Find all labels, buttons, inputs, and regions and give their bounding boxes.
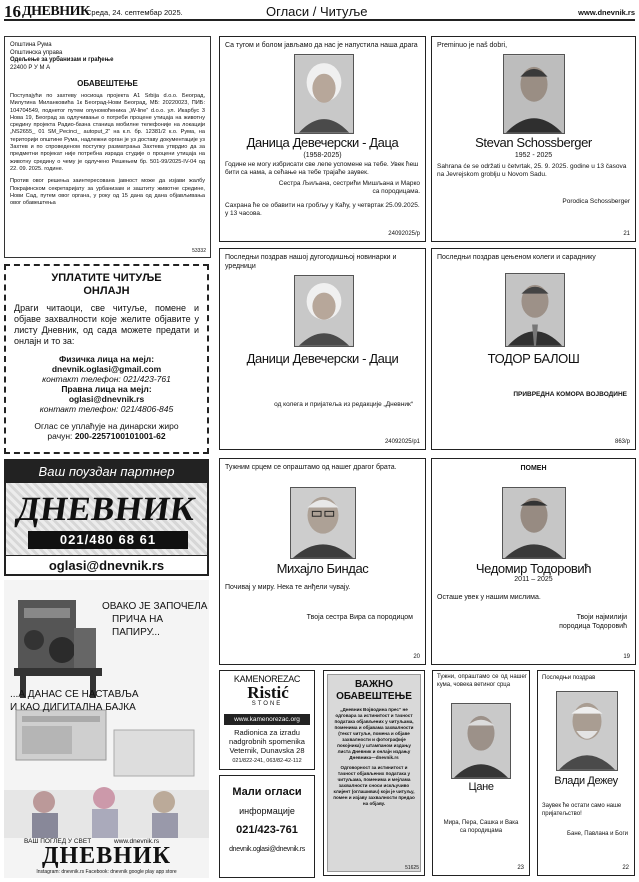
obit8-text: Заувек ће остати само наше пријатељство! <box>542 803 622 817</box>
obit4-intro: Последњи поздрав цењеном колеги и сараднику <box>437 254 596 261</box>
obit8-intro: Последњи поздрав <box>542 675 596 681</box>
story-site[interactable]: www.dnevnik.rs <box>114 838 160 845</box>
pay-title-1: УПЛАТИТЕ ЧИТУЉЕ <box>51 272 162 284</box>
obituary-cedomir <box>431 458 636 665</box>
obituary-danica-colleagues <box>219 248 426 450</box>
obit6-from-1: Твоји најмилији <box>576 614 627 621</box>
obit4-number: 863/р <box>614 439 630 445</box>
partner-brand: ДНЕВНИК <box>13 491 199 528</box>
story-brand: ДНЕВНИК <box>42 843 171 869</box>
notice-department: Одељење за урбанизам и грађење <box>10 57 114 63</box>
obit8-from: Бане, Павлана и Боги <box>567 831 628 837</box>
stone-phone: 021/822-241, 063/82-42-112 <box>232 758 302 764</box>
obit2-number: 21 <box>623 231 630 237</box>
obit4-from: ПРИВРЕДНА КОМОРА ВОЈВОДИНЕ <box>513 391 627 398</box>
pay-account-number: 200-2257100101001-62 <box>74 431 166 441</box>
obit7-from-2: са породицама <box>459 828 503 834</box>
obit3-intro: Последњи поздрав нашој дугогодишњој новинарки и уредници <box>225 254 397 270</box>
obit2-intro: Preminuo je naš dobri, <box>437 42 508 49</box>
important-paragraph-1: „Дневник Војводина прес“ не одговара за истинитост и тачност података објављених у читуљама, поменима и објавама захвалности (текст читуље, помена и објаве захвалности и фотографије покојника) у штампаном издању листа Дневник и онлајн издању Дневника—dnevnik.rs <box>334 707 414 760</box>
newspaper-logo[interactable]: ДНЕВНИК <box>22 4 90 19</box>
stone-brand-3: STONE <box>251 701 283 707</box>
obit4-photo <box>505 273 565 347</box>
pay-title-2: ОНЛАЈН <box>83 285 130 297</box>
pay-companies-label: Правна лица на мејл: <box>61 384 152 394</box>
small-ads-email[interactable]: dnevnik.oglasi@dnevnik.rs <box>229 846 305 853</box>
story-social: Instagram: dnevnik.rs Facebook: dnevnik google play app store <box>36 869 177 875</box>
obit3-name: Даници Девечерски - Даци <box>246 351 399 366</box>
obit1-funeral: Сахрана ће се обавити на гробљу у Каћу, у четвртак 25.09.2025. у 13 часова. <box>225 202 420 217</box>
public-notice <box>4 36 211 258</box>
stone-brand-2: Ristić <box>247 683 289 702</box>
important-number: 51625 <box>405 865 419 871</box>
story-line-3: ...А ДАНАС СЕ НАСТАВЉА <box>10 689 139 700</box>
obit2-text: Sahrana će se održati u četvrtak, 25. 9. 2025. godine u 13 časova na Jevrejskom groblju u Novom Sadu. <box>437 163 627 178</box>
obituary-stevan <box>431 36 636 242</box>
obit6-from-2: породица Тодоровић <box>559 623 627 630</box>
pay-phone-2: контакт телефон: 021/4806-845 <box>39 404 174 414</box>
pay-individuals-label: Физичка лица на мејл: <box>58 354 155 364</box>
obit6-name: Чедомир Тодоровић <box>475 561 592 576</box>
story-line-4: И КАО ДИГИТАЛНА БАЈКА <box>10 702 136 713</box>
pay-obituaries-online <box>4 264 209 454</box>
pay-account-note: Оглас се уплаћује на динарски жиро <box>34 421 179 431</box>
notice-appeal: Против овог решења заинтересована јавност може да изјави жалбу Покрајинском секретаријату за урбанизам и заштиту животне средине, Нови Сад, путем овог органа, у року од 15 дана од дана објављивања овог обавештења <box>10 178 205 207</box>
notice-body: Поступајући по захтеву носиоца пројекта A1 Srbija d.o.o. Београд, Милутина Миланковића 1к Београд-Нови Београд, МБ: 20220023, ПИБ: 104704549, поднетог путем опуномоћеника „W-line“ d.o.o. ул. Икарбус 3 Нова 19, Београд за одлучивање о потреби процене утицаја на животну средину пројекта Радио-базна станица мобилне телефоније на локацији „NS2655_ 01 SM_Pecinci_ autoput_2“ на к.п. бр. 12381/2 к.о. Рума, на територији општине Рума, надлежни орган је уз доставу документације уз Захтев и по спроведеном поступку разматрања Захтева утврдио да за предметни пројекат није потребна израда студије о процени утицаја на животну средину о чему је одлучено Решењем бр. 501-99/2025-IV-04 од 22. 09. 2025. године. <box>10 93 205 172</box>
partner-slogan: Ваш поуздан партнер <box>6 461 207 483</box>
stone-line-2: nadgrobnih spomenika <box>229 737 305 746</box>
notice-admin: Општинска управа <box>10 49 63 56</box>
notice-postal: 22400 Р У М А <box>10 64 51 71</box>
obit7-intro: Тужни, опраштамо се од нашег кума, човека ветиног срца <box>437 674 527 688</box>
small-ads-subtitle: информације <box>239 806 295 816</box>
obit7-number: 23 <box>517 865 524 871</box>
small-ads-info <box>219 775 315 878</box>
obit2-years: 1952 - 2025 <box>514 152 553 159</box>
obit1-photo <box>294 54 354 134</box>
obit6-photo <box>502 487 566 559</box>
obit6-text: Осташе увек у нашим мислима. <box>437 594 541 601</box>
stone-line-1: Radionica za izradu <box>234 728 300 737</box>
obit3-number: 24092025/р1 <box>384 439 420 445</box>
obit7-from-1: Мира, Пера, Сашка и Вака <box>443 820 519 826</box>
obituary-vlada <box>537 670 635 876</box>
issue-date: Среда, 24. септембар 2025. <box>86 8 183 17</box>
obit1-years: (1958-2025) <box>303 152 342 159</box>
obit1-from-1: Сестра Љиљана, сестрићи Мишљана и Марко <box>278 180 420 187</box>
obit7-name: Цане <box>468 781 494 793</box>
obit1-intro: Са тугом и болом јављамо да нас је напустила наша драга <box>225 42 418 49</box>
stone-brand-1: KAMENOREZAC <box>233 674 301 684</box>
obituary-cane <box>432 670 530 876</box>
important-notice <box>323 670 425 876</box>
obit1-from-2: са породицама. <box>372 188 420 195</box>
obit1-number: 24092025/р <box>388 231 420 237</box>
obit2-name: Stevan Schossberger <box>475 135 592 150</box>
obituary-todor <box>431 248 636 450</box>
website-link[interactable]: www.dnevnik.rs <box>578 8 635 17</box>
partner-email[interactable]: oglasi@dnevnik.rs <box>6 555 207 575</box>
story-text-top <box>102 600 209 639</box>
pay-intro: Драги читаоци, све читуље, помене и објаве захвалности које желите објавите у листу Дневник, од сада можете предати и онлајн и то за: <box>14 303 199 346</box>
story-line-1: ОВАКО ЈЕ ЗАПОЧЕЛА <box>102 601 208 612</box>
notice-ref: 53332 <box>192 248 206 254</box>
obit2-photo <box>503 54 565 134</box>
obituary-danica <box>219 36 426 242</box>
small-ads-title: Мали огласи <box>232 786 302 798</box>
obit6-number: 19 <box>623 654 630 660</box>
partner-phone: 021/480 68 61 <box>28 531 188 549</box>
page-number: 16 <box>4 2 21 21</box>
story-text-mid <box>10 688 139 714</box>
obit5-text: Почивај у миру. Нека те анђели чувају. <box>225 584 351 591</box>
obit5-number: 20 <box>413 654 420 660</box>
story-line-2: ПРИЧА НА ПАПИРУ... <box>112 614 164 638</box>
obit5-photo <box>290 487 356 559</box>
notice-title: ОБАВЕШТЕЊЕ <box>77 79 138 88</box>
obit3-from: од колега и пријатеља из редакције „Дневник“ <box>274 401 413 408</box>
pay-phone-1: контакт телефон: 021/423-761 <box>42 374 171 384</box>
obit7-photo <box>451 703 511 779</box>
obit8-photo <box>556 691 618 771</box>
obit8-name: Влади Дежеу <box>554 775 618 787</box>
obit2-from: Porodica Schossberger <box>562 198 630 205</box>
pay-email-1[interactable]: dnevnik.oglasi@gmail.com <box>51 364 162 374</box>
small-ads-phone: 021/423-761 <box>236 824 298 836</box>
story-ad[interactable] <box>4 580 209 878</box>
stone-site[interactable]: www.kamenorezac.org <box>224 714 310 725</box>
obituary-mihajlo <box>219 458 426 665</box>
stonemason-ad[interactable] <box>219 670 315 770</box>
section-title: Огласи / Читуље <box>266 4 368 19</box>
important-paragraph-2: Одговорност за истинитост и тачност објављених података у читуљама, поменима и мејлама захвалности сноси искључиво клијент (оглашивач) који је читуљу, помен и изјаву захвалности предао на објаву. <box>333 765 415 806</box>
obit5-intro: Тужним срцем се опраштамо од нашег драгог брата. <box>225 464 397 471</box>
important-title-2: ОБАВЕШТЕЊЕ <box>336 691 412 702</box>
obit1-name: Даница Девечерски - Даца <box>246 135 399 150</box>
partner-ad[interactable] <box>4 459 209 576</box>
obit5-name: Михајло Биндас <box>276 561 369 576</box>
pay-account-label: рачун: <box>47 431 73 441</box>
important-title-1: ВАЖНО <box>355 679 393 690</box>
story-tagline: ВАШ ПОГЛЕД У СВЕТ <box>24 838 92 845</box>
obit6-years: 2011 – 2025 <box>514 576 553 583</box>
notice-municipality: Општина Рума <box>10 42 52 48</box>
page-header <box>4 3 635 21</box>
stone-line-3: Veternik, Dunavska 28 <box>229 746 305 755</box>
obit4-name: ТОДОР БАЛОШ <box>487 351 580 366</box>
obit8-number: 22 <box>622 865 629 871</box>
obit3-photo <box>294 275 354 347</box>
obit6-intro: ПОМЕН <box>520 465 547 472</box>
obit5-from: Твоја сестра Вира са породицом <box>306 614 413 621</box>
pay-email-2[interactable]: oglasi@dnevnik.rs <box>68 394 145 404</box>
obit1-text: Године не могу избрисати све лепе успомене на тебе. Увек ћеш бити са нама, а сећање на тебе трајаће заувек. <box>225 161 419 176</box>
